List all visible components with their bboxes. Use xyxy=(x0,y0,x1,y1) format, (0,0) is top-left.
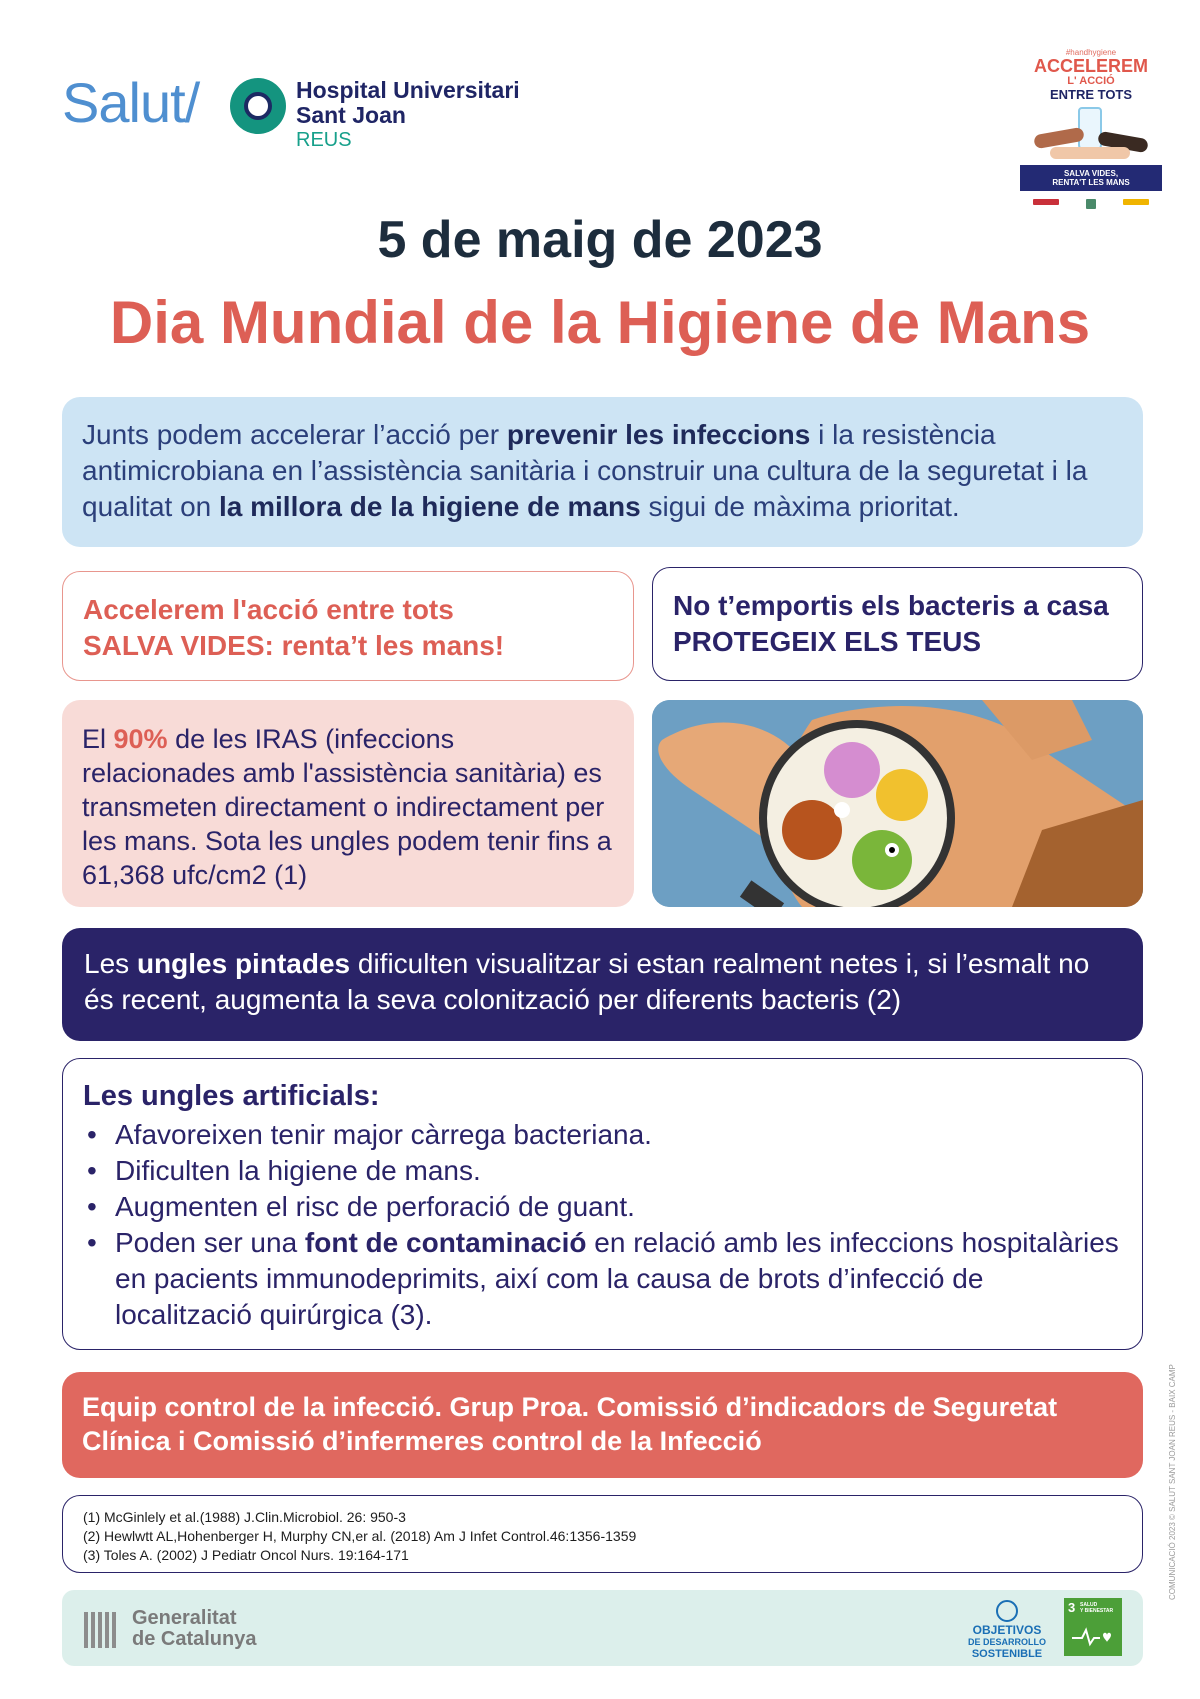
sdg3-badge xyxy=(1064,1598,1122,1656)
accelerem-line2: SALVA VIDES: renta’t les mans! xyxy=(83,630,505,661)
reference-item: (3) Toles A. (2002) J Pediatr Oncol Nurs. 19:164-171 xyxy=(83,1547,409,1563)
campaign-badge xyxy=(1020,48,1162,218)
hospital-logo-icon xyxy=(230,78,286,134)
sponsor-logo xyxy=(1033,199,1059,205)
ods-line1: OBJETIVOS xyxy=(972,1623,1042,1637)
accelerem-box xyxy=(62,571,634,681)
ods-line2: DE DESARROLLO xyxy=(967,1637,1046,1647)
intro-bold: la millora de la higiene de mans xyxy=(219,491,641,522)
intro-text: Junts podem accelerar l’acció per xyxy=(82,419,507,450)
list-item-text: Poden ser una xyxy=(115,1227,305,1258)
generalitat-logo-text xyxy=(132,1608,256,1650)
no-emportis-box xyxy=(652,567,1143,681)
hands-soap-illustration xyxy=(1020,105,1162,165)
hand-shape xyxy=(1050,147,1130,159)
generalitat-logo-icon xyxy=(84,1612,118,1648)
hospital-logo-text xyxy=(296,78,520,153)
sponsor-logo xyxy=(1123,199,1149,205)
iras-box xyxy=(62,700,634,907)
ungles-artificials-heading: Les ungles artificials: xyxy=(83,1080,380,1112)
hospital-name-line1: Hospital Universitari xyxy=(296,77,520,103)
campaign-band xyxy=(1020,165,1162,191)
side-credit: COMUNICACIÓ 2023 © SALUT SANT JOAN REUS - BAIX CAMP xyxy=(1168,1364,1177,1600)
sdg-label-line2: Y BIENESTAR xyxy=(1080,1608,1114,1614)
sdg-number: 3 xyxy=(1068,1600,1076,1615)
ungles-artificials-box xyxy=(62,1058,1143,1350)
salut-logo: Salut/ xyxy=(62,71,200,134)
hospital-name-line2: Sant Joan xyxy=(296,102,406,128)
reference-item: (1) McGinlely et al.(1988) J.Clin.Microbiol. 26: 950-3 xyxy=(83,1509,406,1525)
ungles-bold: ungles pintades xyxy=(136,948,351,979)
event-date: 5 de maig de 2023 xyxy=(377,211,823,269)
page-title: Dia Mundial de la Higiene de Mans xyxy=(109,289,1091,356)
generalitat-line2: de Catalunya xyxy=(132,1628,257,1650)
un-globe-icon xyxy=(996,1600,1018,1622)
ods-line3: SOSTENIBLE xyxy=(971,1648,1043,1660)
list-item-text: en relació amb les infeccions hospitalàries en pacients immunodeprimits, així com la causa de brots d’infecció de localització quirúrgica (3). xyxy=(115,1227,1119,1330)
no-emportis-line2: PROTEGEIX ELS TEUS xyxy=(673,626,982,657)
intro-box xyxy=(62,397,1143,547)
list-item: • Afavoreixen tenir major càrrega bacteriana. xyxy=(83,1117,1122,1153)
campaign-line2: L' ACCIÓ xyxy=(1067,75,1115,87)
generalitat-line1: Generalitat xyxy=(132,1607,237,1629)
hospital-city: REUS xyxy=(296,129,352,151)
references-box xyxy=(62,1495,1143,1573)
accelerem-line1: Accelerem l'acció entre tots xyxy=(83,594,454,625)
campaign-band-line1: SALVA VIDES, xyxy=(1063,169,1119,178)
campaign-sponsor-logos xyxy=(1020,199,1162,209)
campaign-band-line2: RENTA'T LES MANS xyxy=(1052,178,1130,187)
campaign-hashtag: #handhygiene xyxy=(1065,48,1117,57)
intro-text: sigui de màxima prioritat. xyxy=(640,491,960,522)
ods-logo xyxy=(962,1600,1052,1660)
sdg-label-line1: SALUD xyxy=(1080,1602,1098,1608)
sponsor-logo xyxy=(1086,199,1096,209)
iras-text: El xyxy=(82,724,114,754)
reference-item: (2) Hewlwtt AL,Hohenberger H, Murphy CN,er al. (2018) Am J Infet Control.46:1356-1359 xyxy=(83,1528,637,1544)
intro-text: i la resistència antimicrobiana en l’assistència sanitària i construir una cultura de la seguretat i la qualitat on xyxy=(82,419,1088,522)
campaign-line3: ENTRE TOTS xyxy=(1049,87,1133,102)
sdg3-heartbeat-icon xyxy=(1072,1626,1114,1648)
intro-bold: prevenir les infeccions xyxy=(506,419,811,450)
list-item: • Dificulten la higiene de mans. xyxy=(83,1153,1122,1189)
list-item-bold: font de contaminació xyxy=(304,1227,587,1258)
iras-text: de les IRAS (infeccions relacionades amb l'assistència sanitària) es transmeten directament o indirectament per les mans. Sota les ungles podem tenir fins a 61,368 ufc/cm2 (1) xyxy=(82,724,612,890)
equip-box: Equip control de la infecció. Grup Proa. Comissió d’indicadors de Seguretat Clínica i Comissió d’infermeres control de la Infecció xyxy=(62,1372,1143,1478)
iras-percent: 90% xyxy=(113,724,168,754)
sdg-label xyxy=(1080,1602,1113,1614)
ungles-text: dificulten visualitzar si estan realment netes i, si l’esmalt no és recent, augmenta la seva colonització per diferents bacteris (2) xyxy=(84,948,1090,1015)
ungles-pintades-box xyxy=(62,928,1143,1041)
ungles-artificials-list xyxy=(83,1117,1122,1333)
list-item xyxy=(83,1225,1122,1333)
no-emportis-line1: No t’emportis els bacteris a casa xyxy=(673,590,1109,621)
footer xyxy=(62,1590,1143,1666)
list-item: • Augmenten el risc de perforació de guant. xyxy=(83,1189,1122,1225)
hand-magnifier-illustration xyxy=(652,700,1143,907)
campaign-line1: ACCELEREM xyxy=(1033,56,1148,76)
ungles-text: Les xyxy=(84,948,137,979)
